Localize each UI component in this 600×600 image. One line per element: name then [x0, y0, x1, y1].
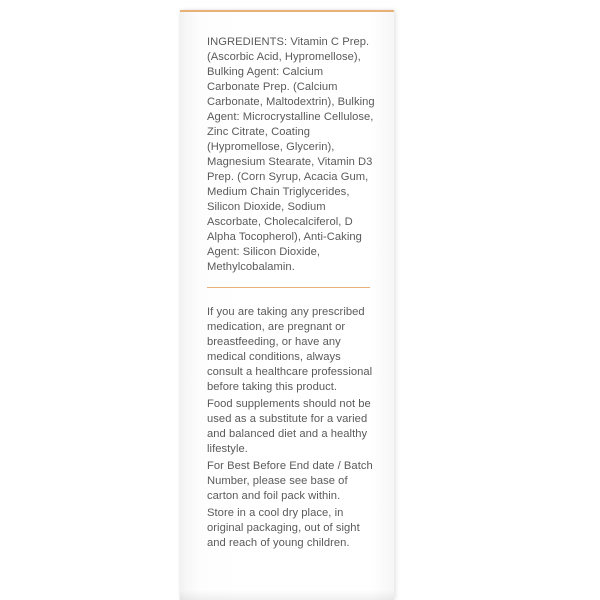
- supplement-notice: Food supplements should not be used as a substitute for a varied and balanced diet and a healthy lifestyle.: [207, 398, 371, 455]
- storage-instructions: Store in a cool dry place, in original packaging, out of sight and reach of young children.: [207, 507, 360, 549]
- best-before-notice: For Best Before End date / Batch Number, please see base of carton and foil pack within.: [207, 460, 373, 502]
- orange-divider-line: [207, 287, 370, 288]
- medication-warning: If you are taking any prescribed medication, are pregnant or breastfeeding, or have any medical conditions, always consult a healthcare professional before taking this product.: [207, 306, 373, 393]
- carton-side-panel: [180, 10, 394, 600]
- warnings-section: [207, 305, 377, 553]
- ingredients-text: INGREDIENTS: Vitamin C Prep. (Ascorbic Acid, Hypromellose), Bulking Agent: Calcium Carbonate Prep. (Calcium Carbonate, Maltodextrin), Bulking Agent: Microcrystalline Cellulose, Zinc Citrate, Coating (Hypromellose, Glycerin), Magnesium Stearate, Vitamin D3 Prep. (Corn Syrup, Acacia Gum, Medium Chain Triglycerides, Silicon Dioxide, Sodium Ascorbate, Cholecalciferol, D Alpha Tocopherol), Anti-Caking Agent: Silicon Dioxide, Methylcobalamin.: [207, 36, 375, 273]
